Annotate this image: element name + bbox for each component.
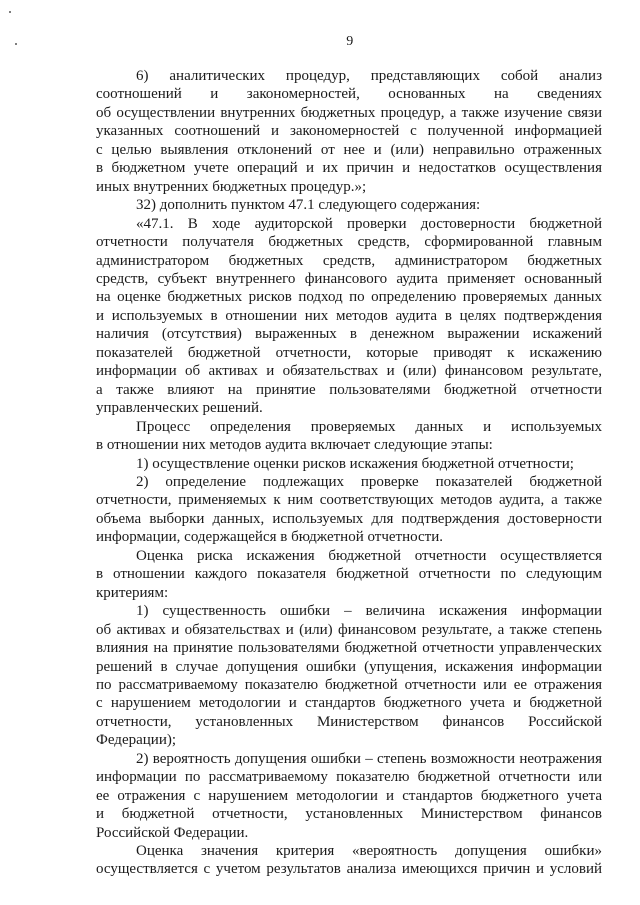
document-body xyxy=(96,67,602,879)
text-line: 6) аналитических процедур, представляющих собой анализ xyxy=(136,68,602,84)
text-line: об активах и обязательствах и (или) финансовом результате, а также степень xyxy=(96,621,602,638)
text-line: ее отражения с нарушением методологии и стандартов бюджетного учета xyxy=(96,787,602,804)
text-line: в бюджетном учете операций и их причин и недостатков осуществления xyxy=(96,160,602,177)
text-line: администратором бюджетных средств, администратором бюджетных xyxy=(96,252,602,269)
text-line: Оценка значения критерия «вероятность допущения ошибки» xyxy=(136,843,602,860)
text-line: а также влияют на принятие пользователями бюджетной отчетности xyxy=(96,381,602,398)
text-line: влияния на принятие пользователями бюджетной отчетности управленческих xyxy=(96,640,602,657)
paragraph-p-crit-2 xyxy=(96,750,602,842)
page-number: 9 xyxy=(346,34,354,49)
text-line: показателей бюджетной отчетности, которые приводят к искажению xyxy=(96,344,602,361)
paragraph-p-stage-1 xyxy=(96,455,602,473)
paragraph-p-risk xyxy=(96,547,602,602)
scan-speck-top-left xyxy=(9,11,11,13)
text-line: и бюджетной отчетности, установленных Министерством финансов xyxy=(96,806,602,823)
text-line: отчетности получателя бюджетных средств, сформированной главным xyxy=(96,234,602,251)
text-line: на оценке бюджетных рисков подход по определению проверяемых данных xyxy=(96,289,602,306)
text-line: критериям: xyxy=(96,584,169,601)
text-line: осуществляется с учетом результатов анализа имеющихся причин и условий xyxy=(96,861,602,878)
paragraph-p-32 xyxy=(96,196,602,214)
text-line: с целью выявления отклонений от нее и (или) неправильно отраженных xyxy=(96,141,602,158)
text-line: указанных соотношений и закономерностей с полученной информацией xyxy=(96,123,602,140)
text-line: с нарушением методологии и стандартов бюджетного учета и бюджетной xyxy=(96,695,602,712)
text-line: информации, содержащейся в бюджетной отчетности. xyxy=(96,529,443,546)
text-line: в отношении каждого показателя бюджетной отчетности по следующим xyxy=(96,566,602,583)
paragraph-p-process xyxy=(96,418,602,455)
text-line: 1) существенность ошибки – величина искажения информации xyxy=(136,603,602,620)
text-line: иных внутренних бюджетных процедур.»; xyxy=(96,178,367,195)
text-line: в отношении них методов аудита включает следующие этапы: xyxy=(96,437,493,454)
paragraph-p-eval xyxy=(96,842,602,879)
text-line: отчетности, применяемых к ним соответствующих методов аудита, а также xyxy=(96,492,602,509)
text-line: управленческих решений. xyxy=(96,400,263,417)
text-line: 2) вероятность допущения ошибки – степень возможности неотражения xyxy=(136,750,602,767)
text-line: информации об активах и обязательствах и (или) финансовом результате, xyxy=(96,363,602,380)
text-line: отчетности, установленных Министерством финансов Российской xyxy=(96,713,602,730)
text-line: об осуществлении внутренних бюджетных процедур, а также изучение связи xyxy=(96,104,602,121)
text-line: Оценка риска искажения бюджетной отчетности осуществляется xyxy=(136,547,602,564)
text-line: и используемых в отношении них методов аудита в целях подтверждения xyxy=(96,307,602,324)
text-line: соотношений и закономерностей, основанных на сведениях xyxy=(96,86,602,103)
paragraph-p-stage-2 xyxy=(96,473,602,547)
text-line: Российской Федерации. xyxy=(96,824,249,841)
paragraph-p-crit-1 xyxy=(96,602,602,750)
text-line: по рассматриваемому показателю бюджетной отчетности или ее отражения xyxy=(96,676,602,693)
text-line: наличия (отсутствия) выраженных в денежном выражении искажений xyxy=(96,326,602,343)
text-line: Процесс определения проверяемых данных и используемых xyxy=(136,418,602,435)
text-line: 32) дополнить пунктом 47.1 следующего содержания: xyxy=(136,197,481,214)
text-line: объема выборки данных, используемых для подтверждения достоверности xyxy=(96,510,602,527)
paragraph-p-47-1 xyxy=(96,215,602,418)
text-line: информации по рассматриваемому показателю бюджетной отчетности или xyxy=(96,769,602,786)
text-line: решений в случае допущения ошибки (упущения, искажения информации xyxy=(96,658,602,675)
text-line: «47.1. В ходе аудиторской проверки достоверности бюджетной xyxy=(136,215,602,232)
text-line: средств, субъект внутреннего финансового аудита применяет основанный xyxy=(96,270,602,287)
paragraph-p-6 xyxy=(96,67,602,196)
text-line: Федерации); xyxy=(96,732,177,749)
text-line: 2) определение подлежащих проверке показателей бюджетной xyxy=(136,473,602,490)
text-line: 1) осуществление оценки рисков искажения бюджетной отчетности; xyxy=(136,455,574,472)
